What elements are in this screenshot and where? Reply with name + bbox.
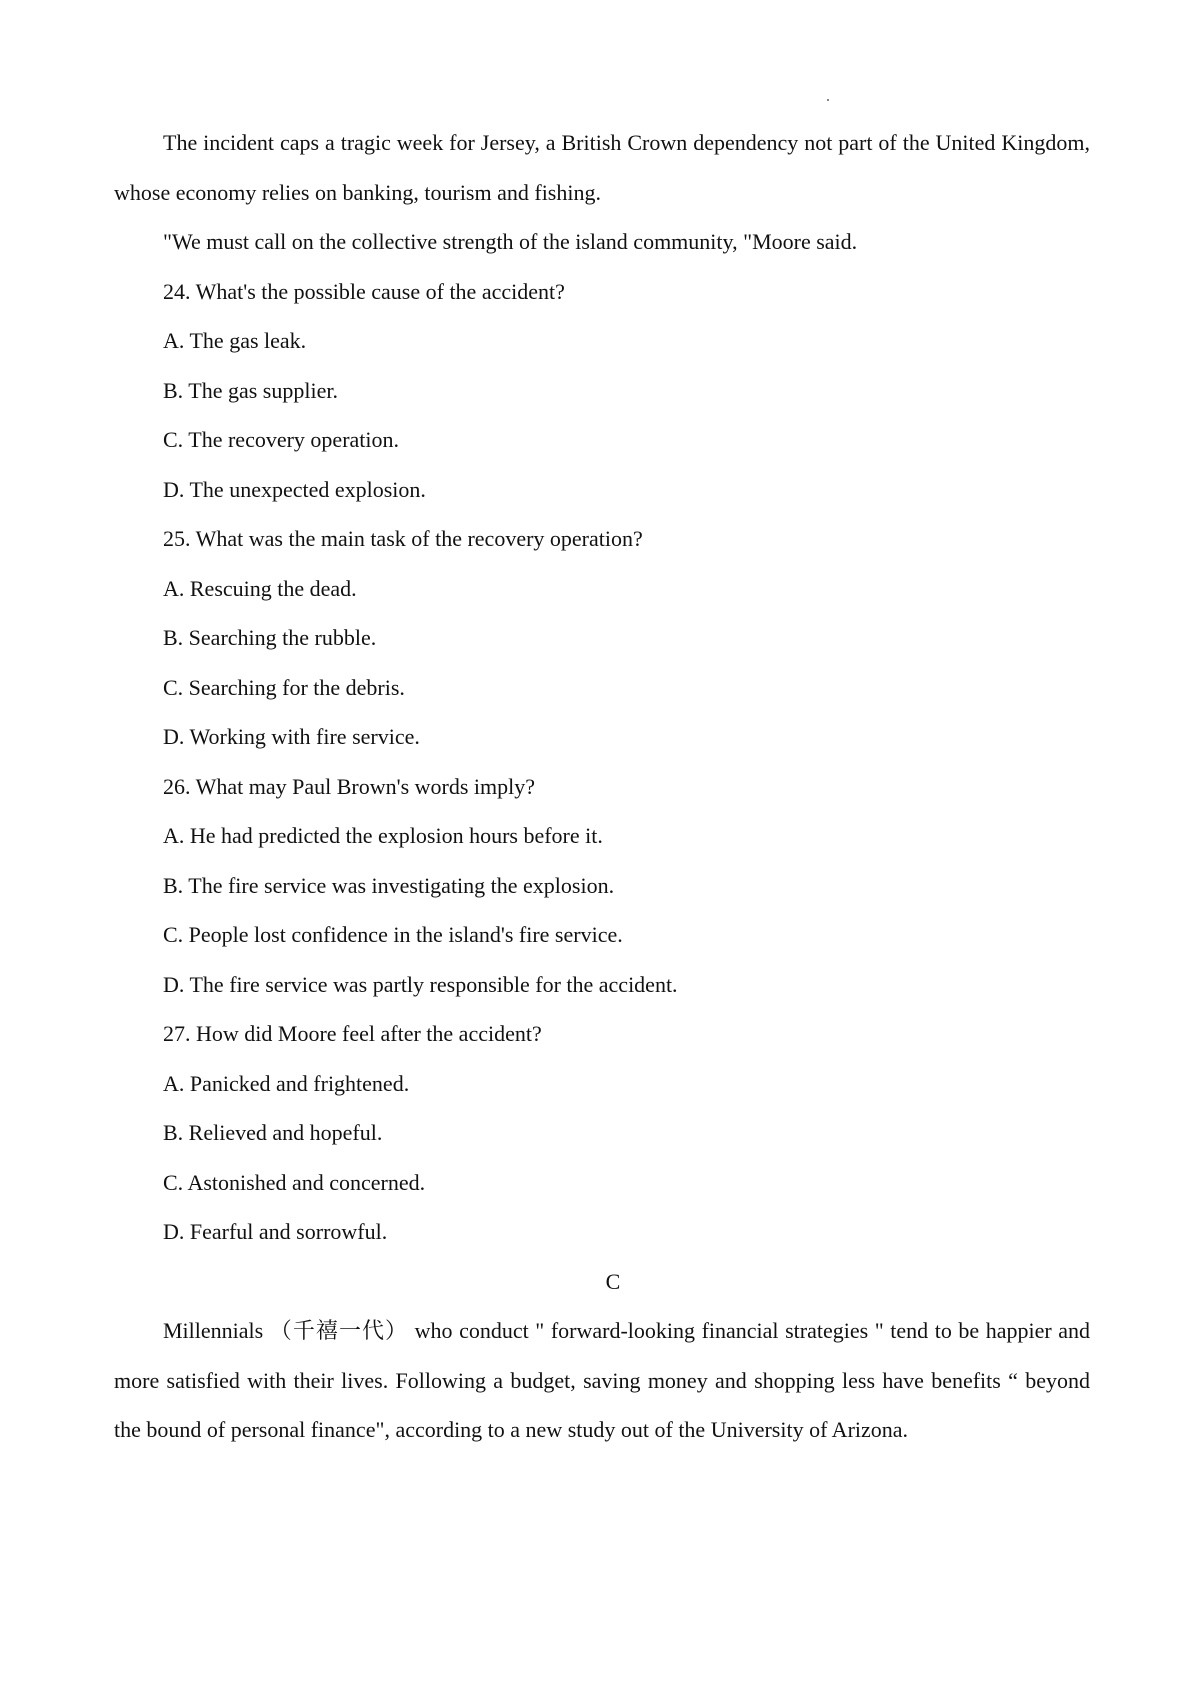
question-27-option-c: C. Astonished and concerned. (163, 1169, 426, 1195)
question-26-stem: 26. What may Paul Brown's words imply? (163, 773, 536, 799)
quote-paragraph: "We must call on the collective strength of the island community, "Moore said. (163, 229, 858, 254)
question-24-option-a: A. The gas leak. (163, 328, 307, 353)
document-page (114, 118, 1090, 1455)
question-26-option-c: C. People lost confidence in the island's fire service. (163, 922, 623, 947)
question-27-option-d: D. Fearful and sorrowful. (163, 1219, 388, 1244)
question-26-option-d: D. The fire service was partly responsible for the accident. (163, 971, 678, 997)
question-24-option-d: D. The unexpected explosion. (163, 476, 426, 502)
question-25-option-b: B. Searching the rubble. (163, 625, 377, 650)
stray-mark (827, 99, 829, 101)
question-24-option-b: B. The gas supplier. (163, 377, 338, 403)
question-24-option-c: C. The recovery operation. (163, 427, 400, 452)
intro-paragraph: The incident caps a tragic week for Jersey, a British Crown dependency not part of the United Kingdom, whose economy relies on banking, tourism and fishing. (114, 130, 1090, 205)
section-label: C (605, 1268, 621, 1294)
question-25-option-d: D. Working with fire service. (163, 724, 420, 749)
question-24-stem: 24. What's the possible cause of the accident? (163, 278, 565, 304)
question-27-option-a: A. Panicked and frightened. (163, 1070, 410, 1096)
question-25-stem: 25. What was the main task of the recovery operation? (163, 526, 643, 551)
question-26-option-a: A. He had predicted the explosion hours before it. (163, 823, 603, 848)
question-25-option-c: C. Searching for the debris. (163, 674, 405, 700)
question-25-option-a: A. Rescuing the dead. (163, 575, 357, 601)
question-27-stem: 27. How did Moore feel after the accident? (163, 1021, 542, 1046)
question-26-option-b: B. The fire service was investigating the explosion. (163, 872, 615, 898)
section-c-paragraph: Millennials （千禧一代） who conduct " forward-looking financial strategies " tend to be happier and more satisfied with their lives. Following a budget, saving money and shopping less have benefits “ beyond the bound of personal finance", according to a new study out of the University of Arizona. (114, 1318, 1090, 1442)
question-27-option-b: B. Relieved and hopeful. (163, 1120, 383, 1145)
